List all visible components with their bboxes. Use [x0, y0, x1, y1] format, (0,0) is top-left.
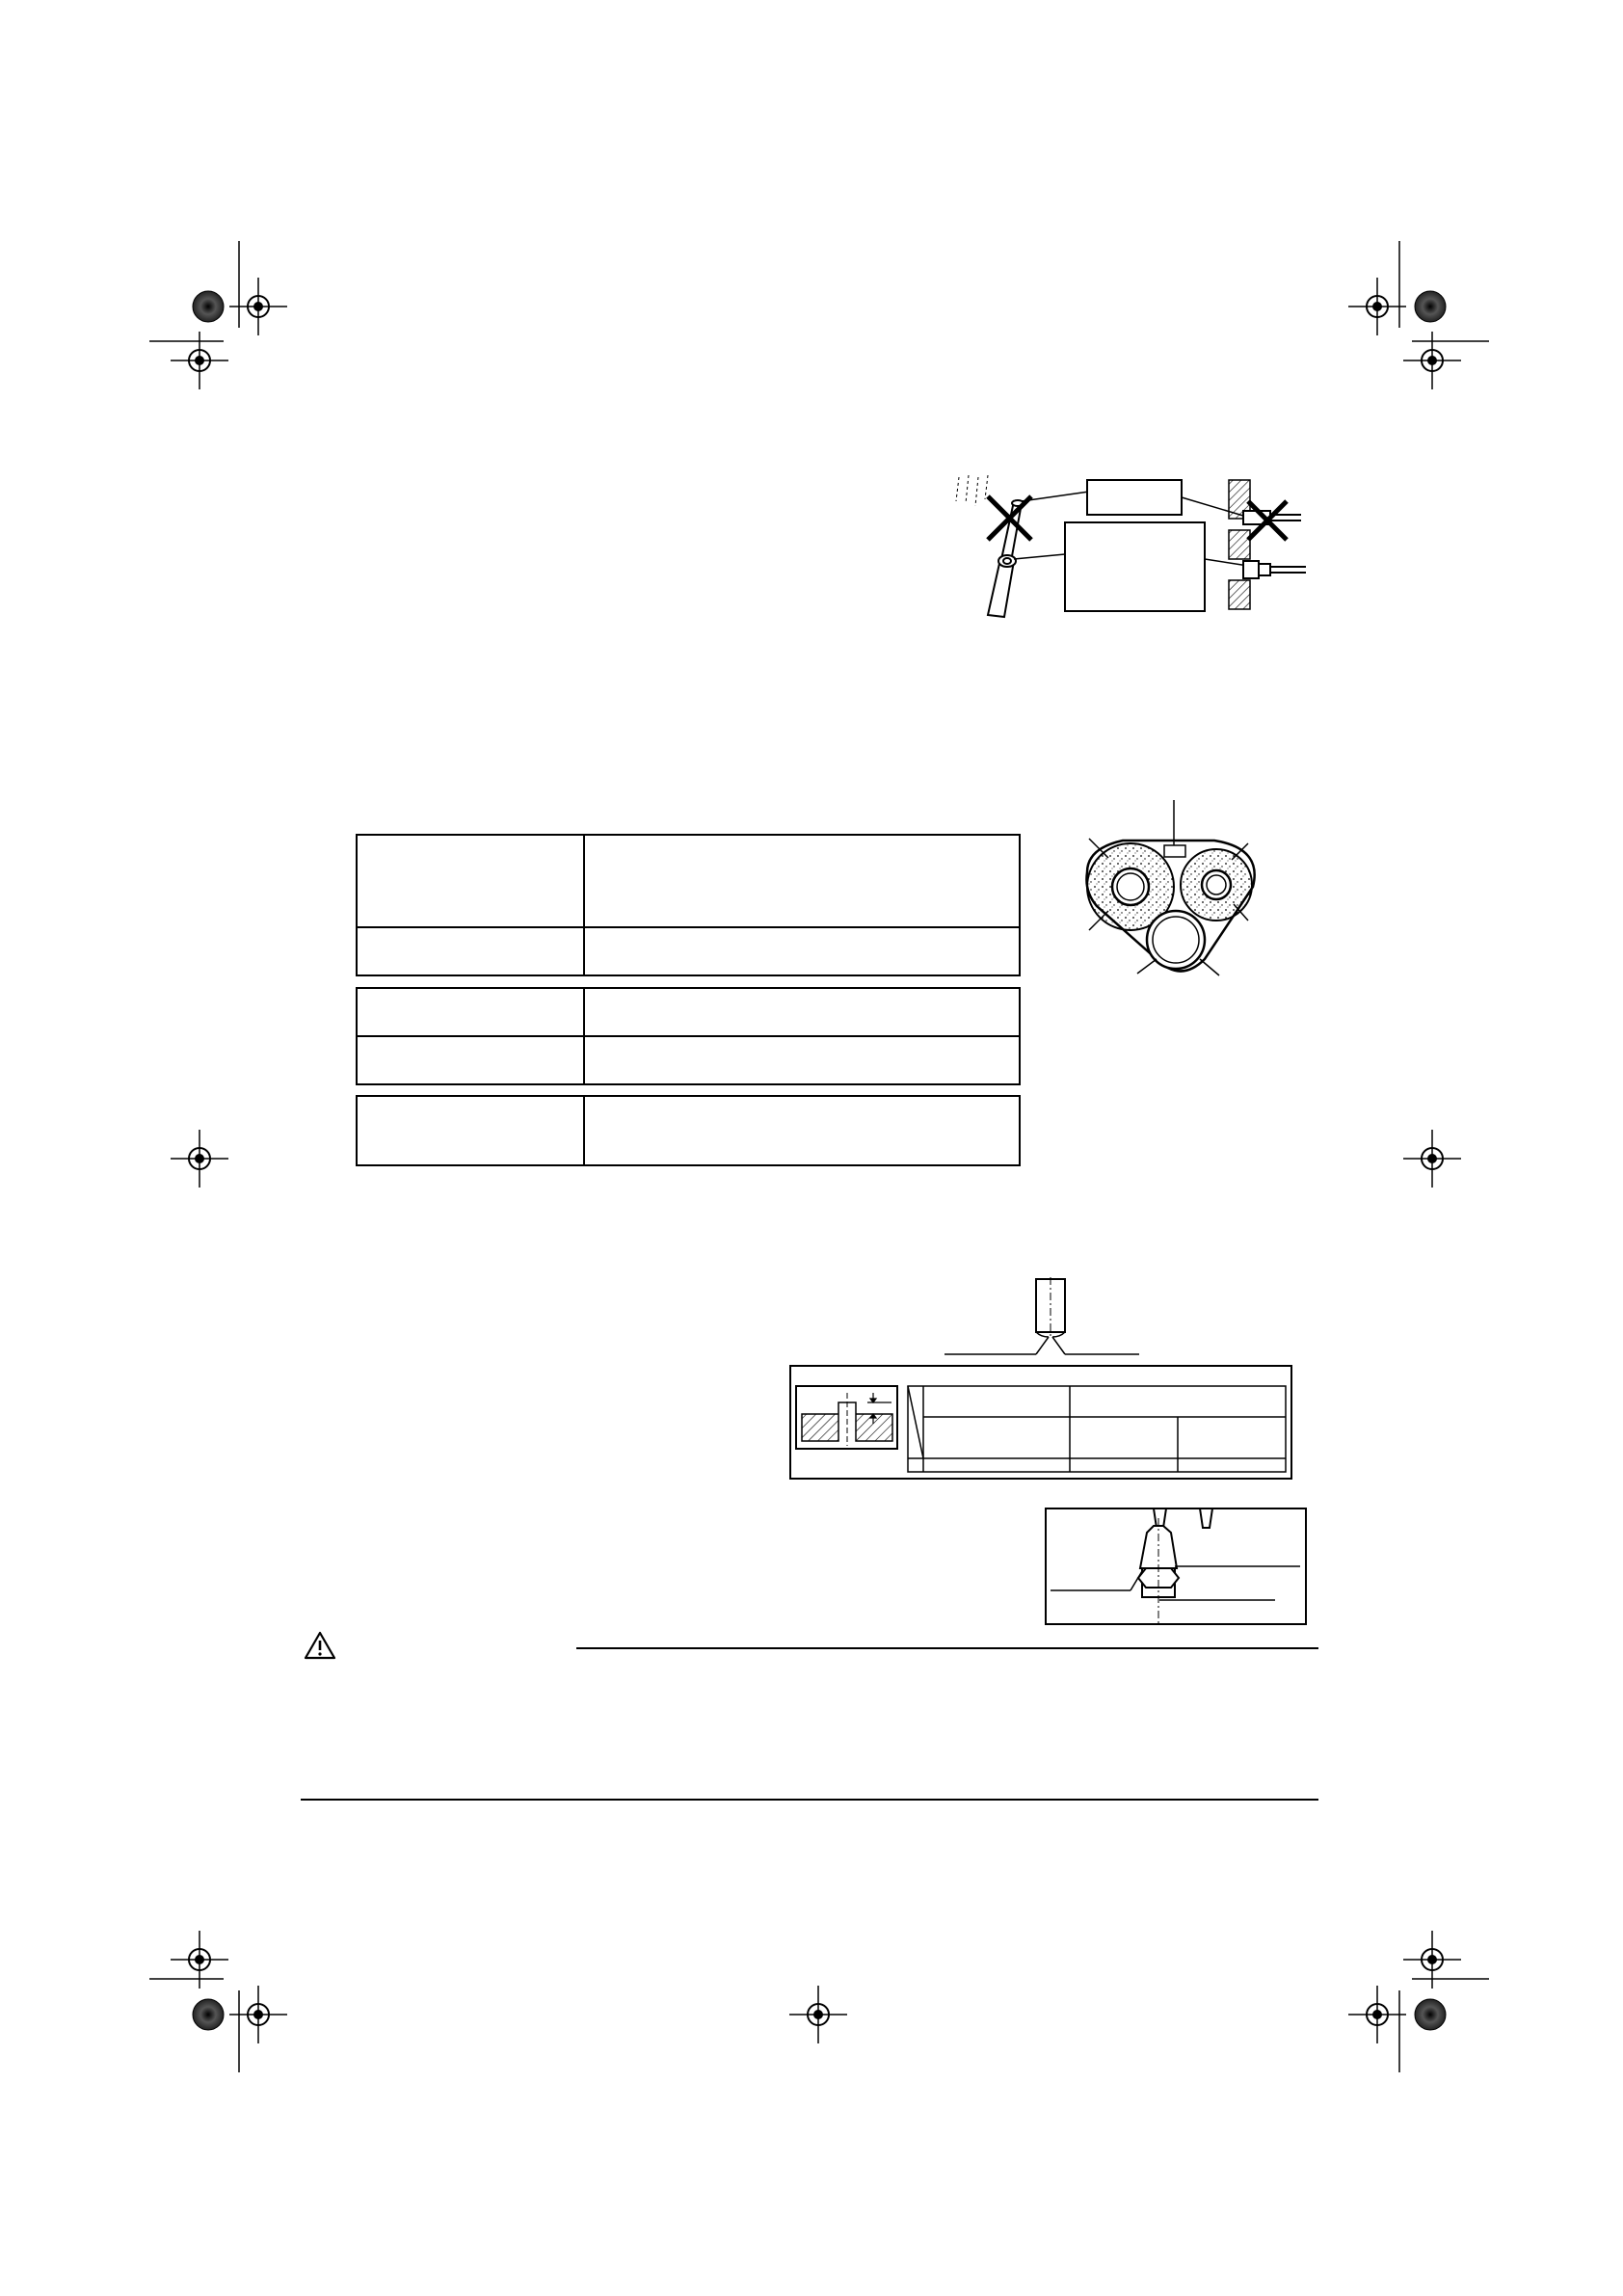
flare-nut-wrench-figure	[1046, 1508, 1308, 1626]
flare-dimension-figure	[790, 1277, 1330, 1494]
registration-mark-icon	[1348, 1986, 1406, 2043]
spec-table-3	[356, 1095, 1021, 1166]
registration-mark-icon	[171, 1931, 228, 1989]
color-bar-disc-icon	[1415, 1999, 1446, 2030]
spec-table-1	[356, 834, 1021, 976]
registration-mark-icon	[789, 1986, 847, 2043]
spec-table-2	[356, 987, 1021, 1085]
color-bar-disc-icon	[1415, 291, 1446, 322]
registration-mark-icon	[1403, 1931, 1461, 1989]
table-cell	[584, 835, 1020, 927]
registration-mark-icon	[229, 278, 287, 335]
registration-mark-icon	[1403, 332, 1461, 389]
table-cell	[357, 835, 584, 927]
caution-bottom-rule	[301, 1799, 1318, 1801]
registration-mark-icon	[171, 1130, 228, 1188]
color-bar-disc-icon	[193, 1999, 224, 2030]
table-cell	[584, 1096, 1020, 1165]
registration-mark-icon	[229, 1986, 287, 2043]
table-cell	[357, 988, 584, 1036]
registration-mark-icon	[1348, 278, 1406, 335]
table-cell	[584, 1036, 1020, 1084]
registration-mark-icon	[1403, 1130, 1461, 1188]
table-cell	[584, 988, 1020, 1036]
pipe-insulation-cross-section-figure	[1070, 800, 1282, 993]
table-cell	[584, 927, 1020, 975]
warning-triangle-icon	[304, 1631, 336, 1660]
color-bar-disc-icon	[193, 291, 224, 322]
pipe-protection-figure	[954, 472, 1340, 617]
table-cell	[357, 1096, 584, 1165]
table-cell	[357, 927, 584, 975]
caution-top-rule	[576, 1647, 1318, 1649]
registration-mark-icon	[171, 332, 228, 389]
table-cell	[357, 1036, 584, 1084]
